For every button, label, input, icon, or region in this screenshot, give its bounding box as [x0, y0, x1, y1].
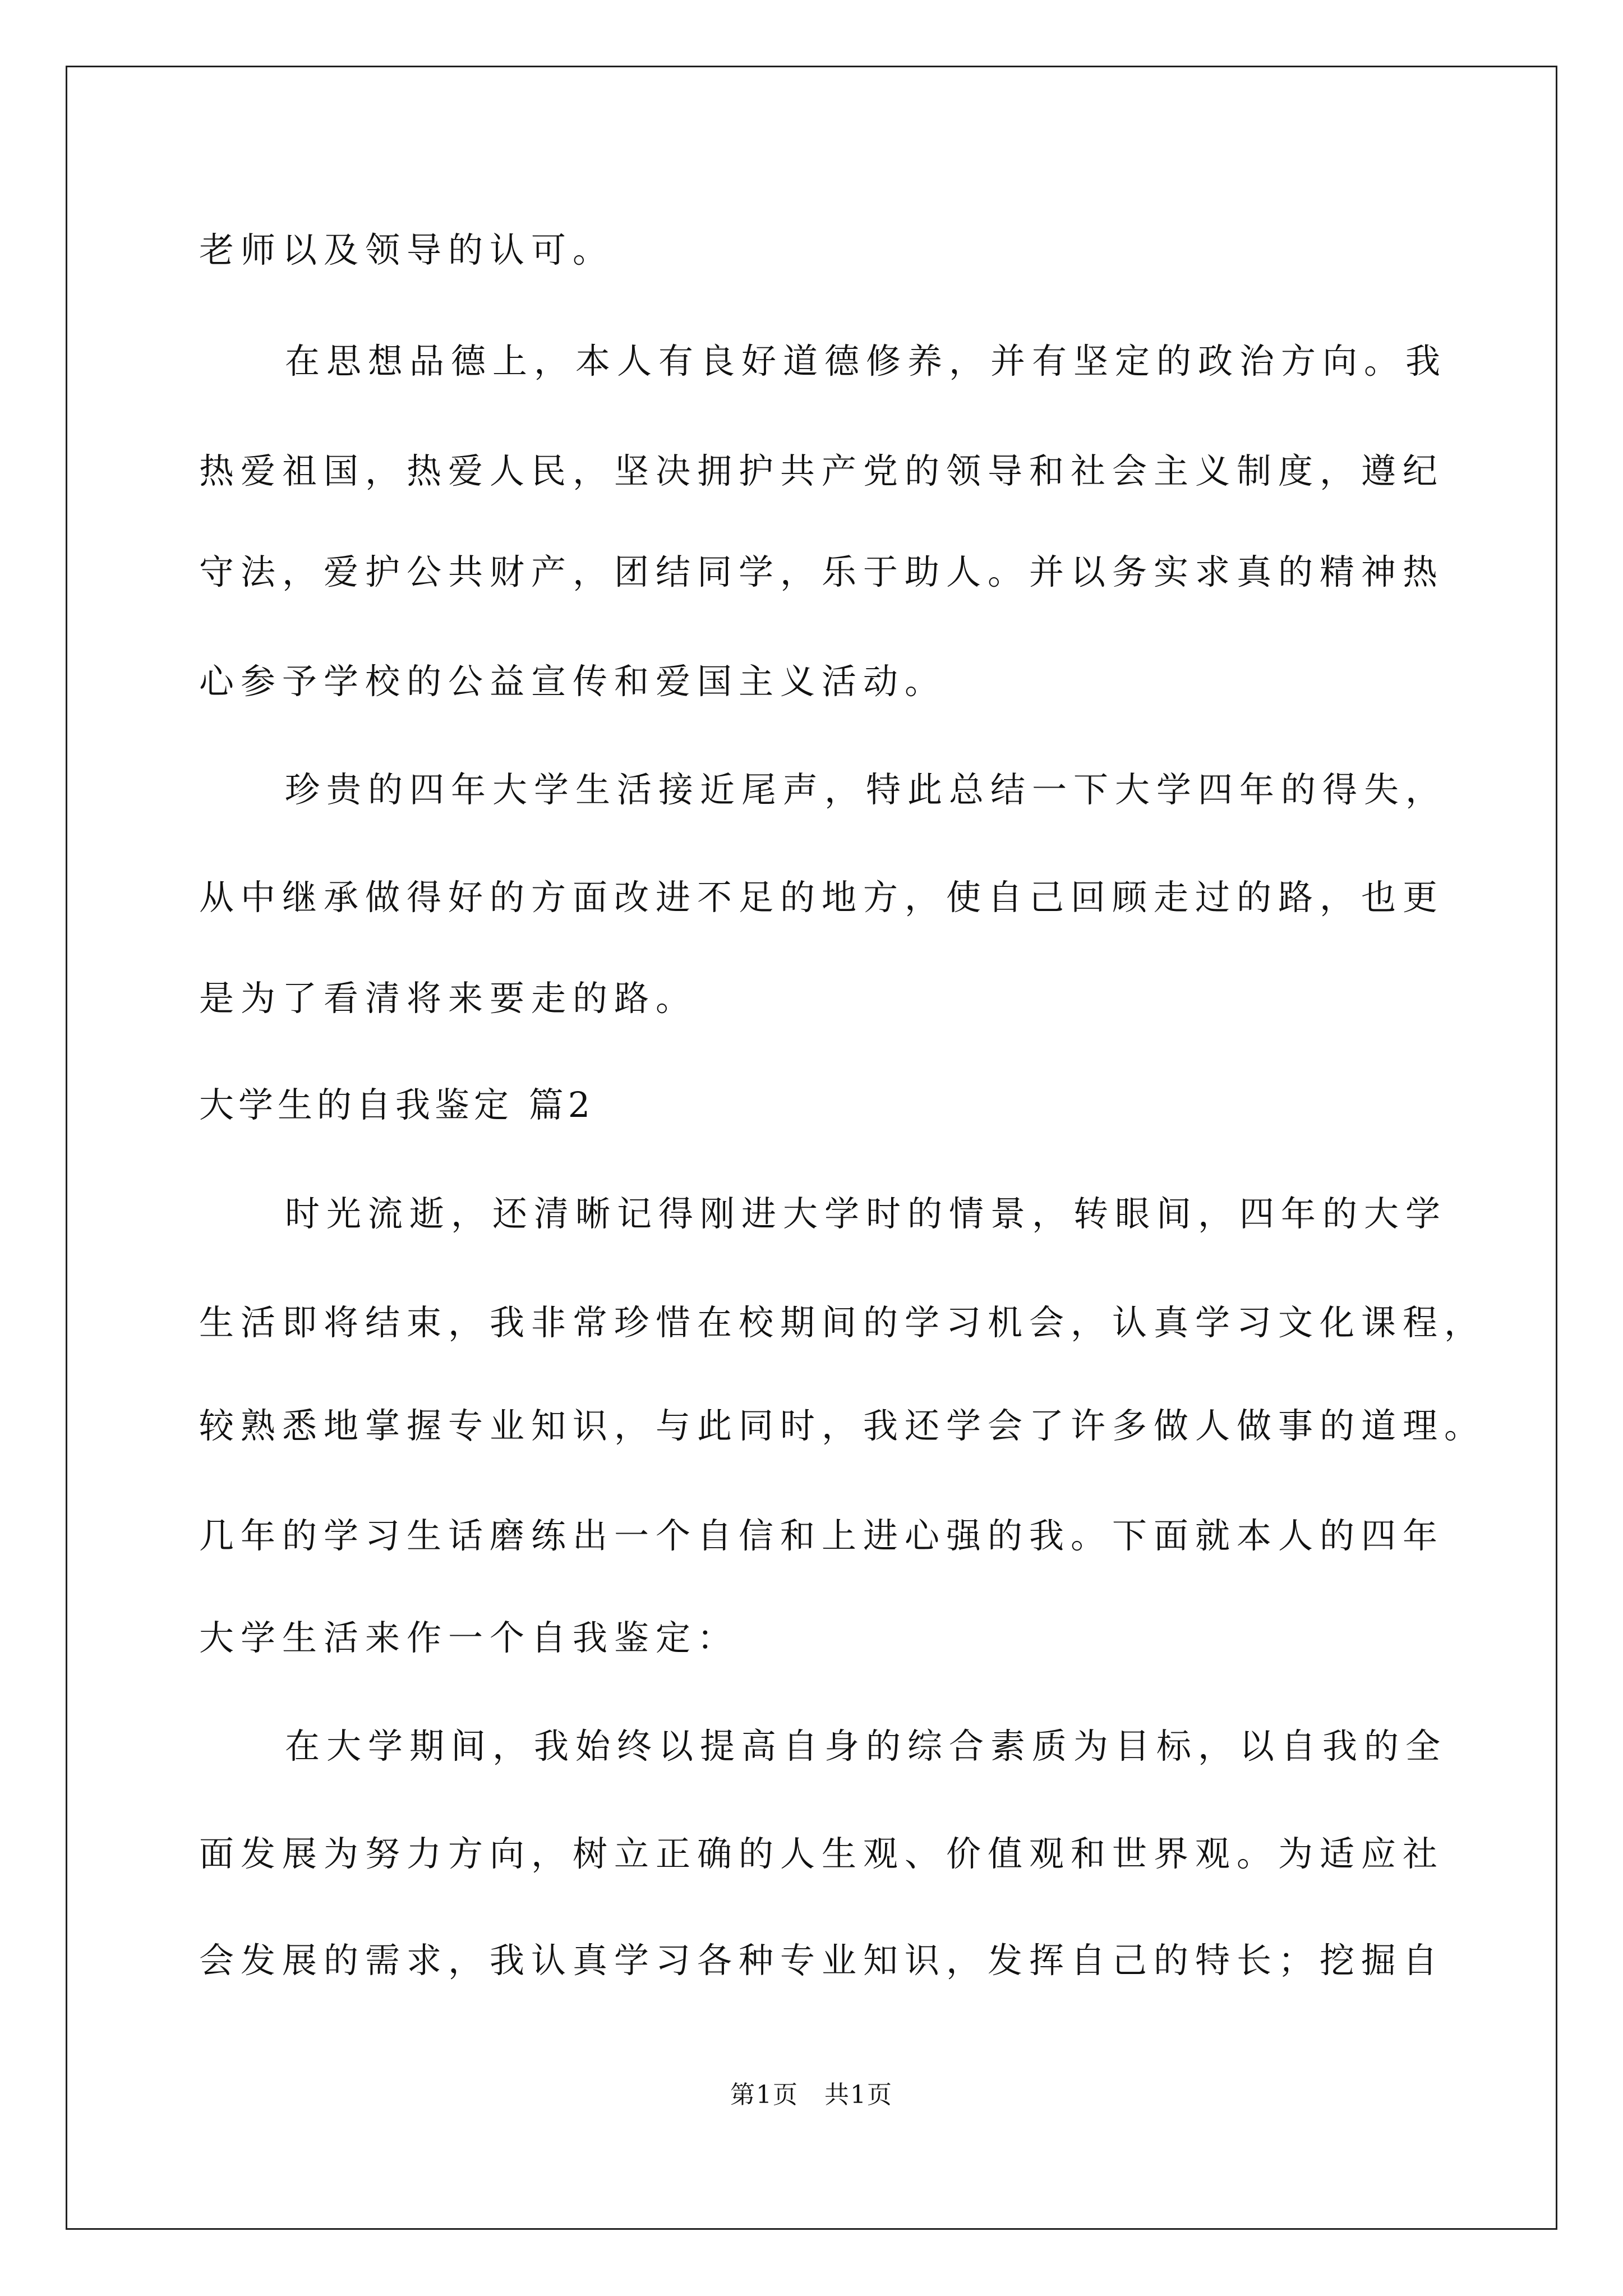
text-line: 老师以及领导的认可。 — [199, 229, 615, 270]
page-number-footer: 第1页 共1页 — [730, 2081, 893, 2109]
text-line: 面发展为努力方向，树立正确的人生观、价值观和世界观。为适应社 — [199, 1833, 1445, 1874]
text-line: 心参予学校的公益宣传和爱国主义活动。 — [199, 661, 947, 702]
text-line: 较熟悉地掌握专业知识，与此同时，我还学会了许多做人做事的道理。 — [199, 1405, 1486, 1446]
text-line: 从中继承做得好的方面改进不足的地方，使自己回顾走过的路，也更 — [199, 877, 1445, 918]
text-line: 是为了看清将来要走的路。 — [199, 978, 698, 1019]
page-border — [66, 66, 1557, 2230]
paragraph-first-line: 珍贵的四年大学生活接近尾声，特此总结一下大学四年的得失， — [285, 769, 1447, 810]
text-line: 生活即将结束，我非常珍惜在校期间的学习机会，认真学习文化课程， — [199, 1302, 1486, 1343]
section-heading: 大学生的自我鉴定 篇2 — [199, 1084, 595, 1125]
text-line: 会发展的需求，我认真学习各种专业知识，发挥自己的特长；挖掘自 — [199, 1940, 1445, 1981]
text-line: 大学生活来作一个自我鉴定： — [199, 1617, 739, 1658]
paragraph-first-line: 在思想品德上，本人有良好道德修养，并有坚定的政治方向。我 — [285, 341, 1447, 381]
text-line: 守法，爱护公共财产，团结同学，乐于助人。并以务实求真的精神热 — [199, 551, 1445, 592]
text-line: 热爱祖国，热爱人民，坚决拥护共产党的领导和社会主义制度，遵纪 — [199, 450, 1445, 491]
paragraph-first-line: 在大学期间，我始终以提高自身的综合素质为目标，以自我的全 — [285, 1726, 1447, 1766]
paragraph-first-line: 时光流逝，还清晰记得刚进大学时的情景，转眼间，四年的大学 — [285, 1193, 1447, 1234]
text-line: 几年的学习生话磨练出一个自信和上进心强的我。下面就本人的四年 — [199, 1515, 1445, 1556]
